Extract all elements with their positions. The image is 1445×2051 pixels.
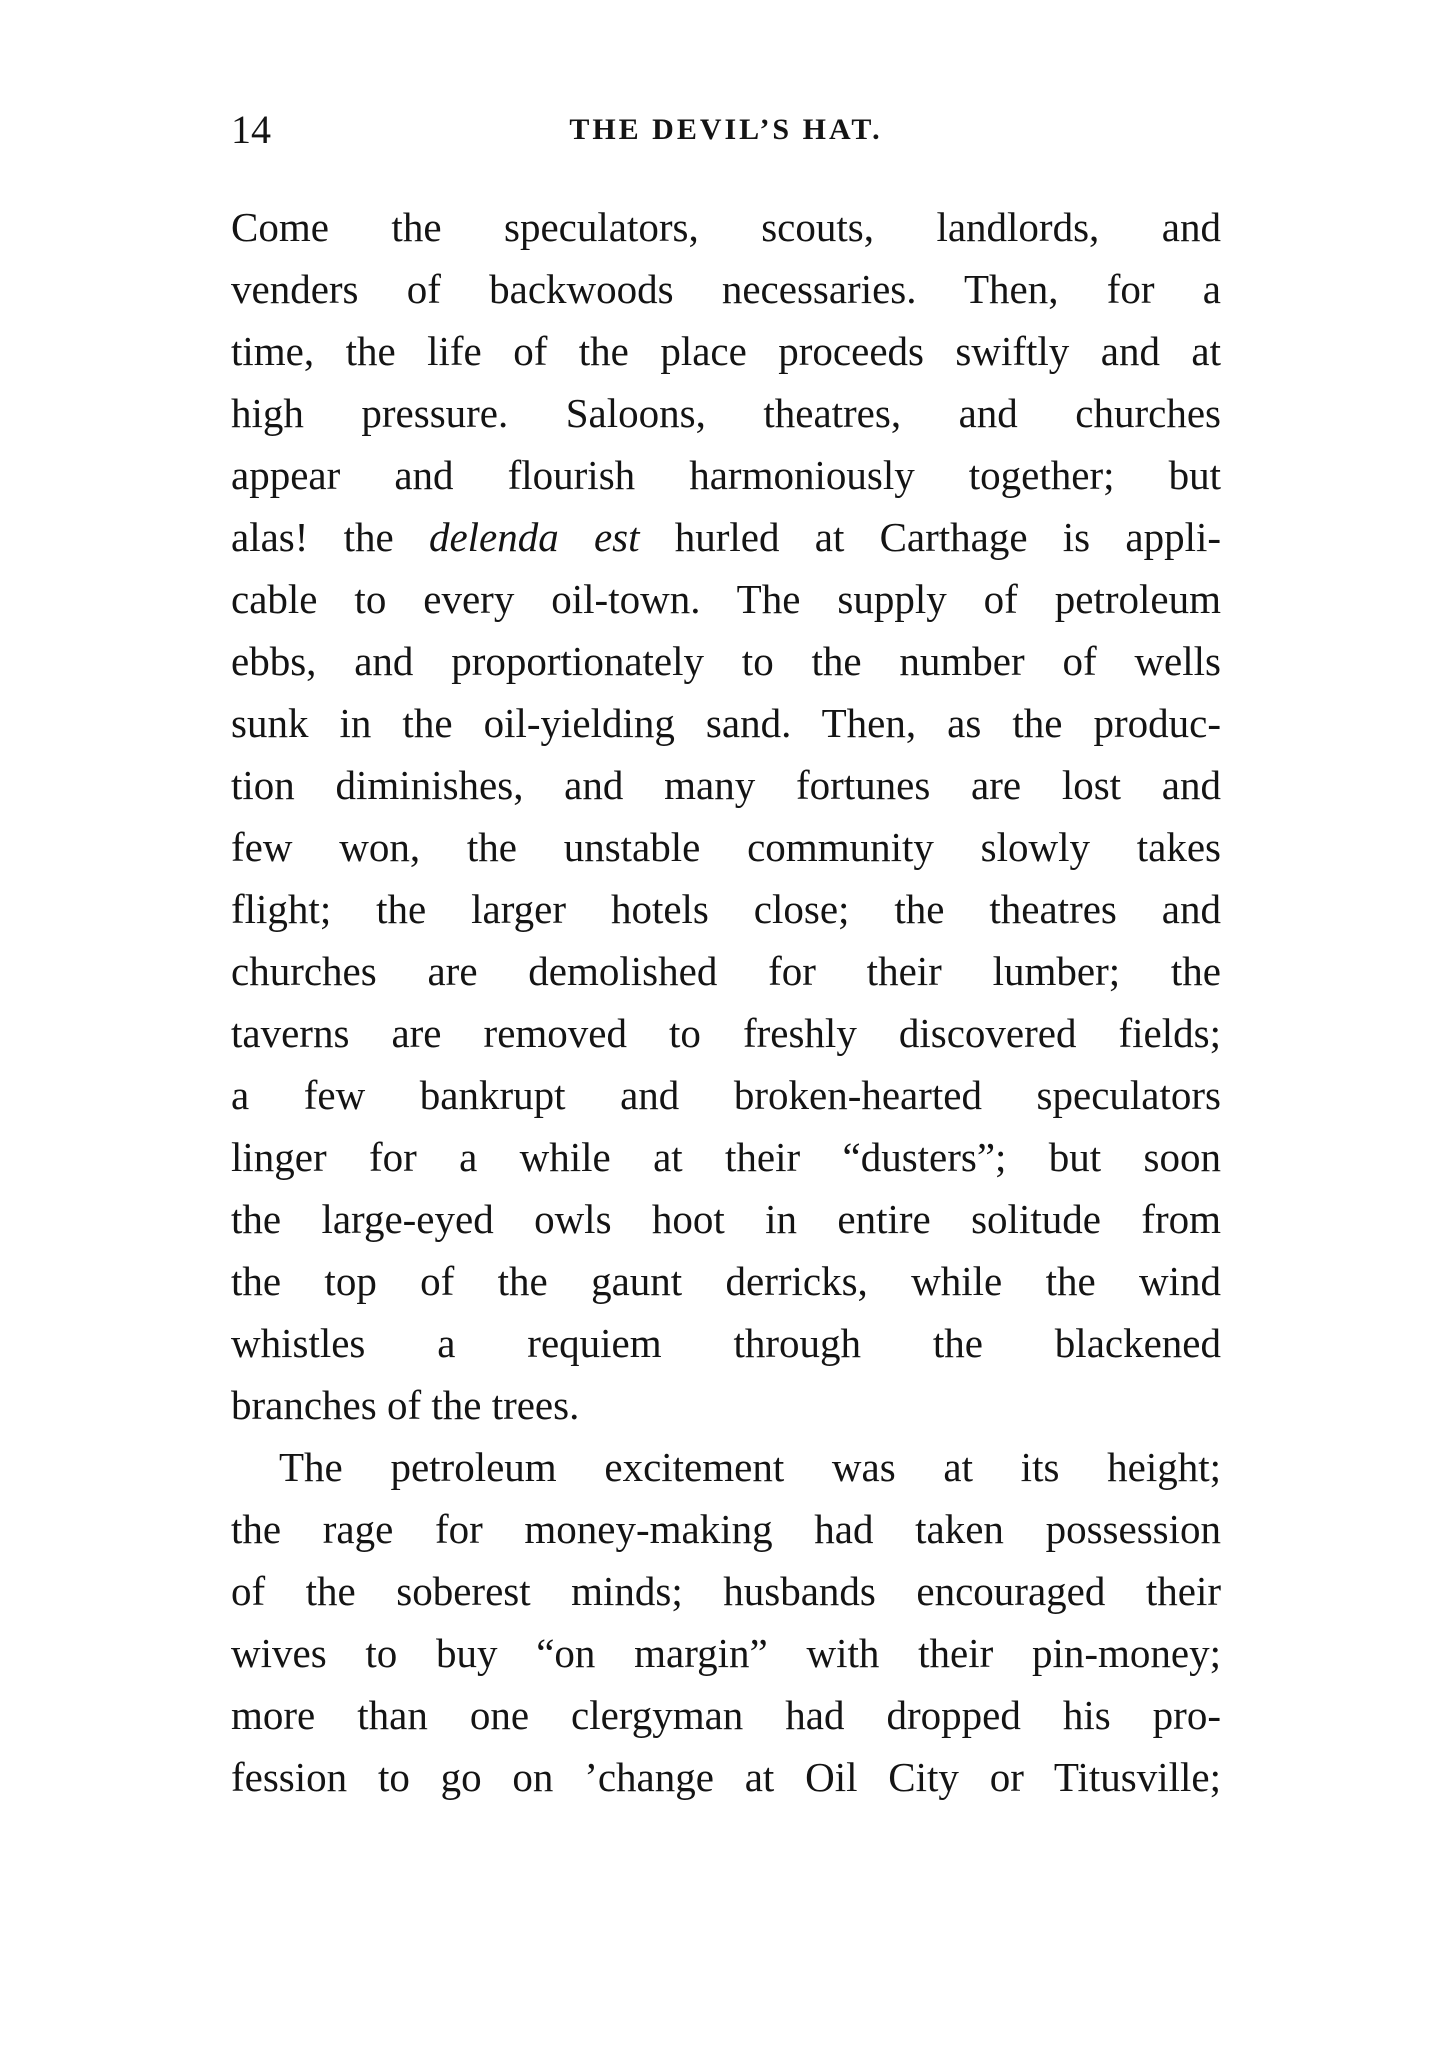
page-number: 14 <box>231 107 271 152</box>
text-line: high pressure. Saloons, theatres, and churches <box>231 390 1221 436</box>
text-line: ebbs, and proportionately to the number of wells <box>231 638 1221 684</box>
text-line: whistles a requiem through the blackened <box>231 1320 1221 1366</box>
text-line: tion diminishes, and many fortunes are lost and <box>231 762 1221 808</box>
text-run: hurled at Carthage is appli- <box>639 514 1221 560</box>
text-line: the top of the gaunt derricks, while the wind <box>231 1258 1221 1304</box>
text-line: churches are demolished for their lumber; the <box>231 948 1221 994</box>
text-line: taverns are removed to freshly discovered fields; <box>231 1010 1221 1056</box>
text-run: alas! the <box>231 514 429 560</box>
text-line: more than one clergyman had dropped his pro- <box>231 1692 1221 1738</box>
text-line: the large-eyed owls hoot in entire solitude from <box>231 1196 1221 1242</box>
paragraph-2 <box>231 1436 1221 1808</box>
text-line: linger for a while at their “dusters”; but soon <box>231 1134 1221 1180</box>
text-line: venders of backwoods necessaries. Then, for a <box>231 266 1221 312</box>
body-text <box>231 196 1221 1808</box>
text-line <box>231 506 1221 568</box>
text-line: wives to buy “on margin” with their pin-money; <box>231 1630 1221 1676</box>
text-line: appear and flourish harmoniously together; but <box>231 452 1221 498</box>
text-line: sunk in the oil-yielding sand. Then, as the produc- <box>231 700 1221 746</box>
text-line: Come the speculators, scouts, landlords, and <box>231 204 1221 250</box>
paragraph-1 <box>231 196 1221 1436</box>
text-line: time, the life of the place proceeds swiftly and at <box>231 328 1221 374</box>
text-line: the rage for money-making had taken possession <box>231 1506 1221 1552</box>
text-line: cable to every oil-town. The supply of petroleum <box>231 576 1221 622</box>
text-line: fession to go on ’change at Oil City or Titusville; <box>231 1754 1221 1800</box>
page-header <box>231 100 1221 160</box>
text-line: a few bankrupt and broken-hearted speculators <box>231 1072 1221 1118</box>
text-line: branches of the trees. <box>231 1382 580 1428</box>
running-title: THE DEVIL’S HAT. <box>569 113 883 146</box>
text-line: flight; the larger hotels close; the theatres and <box>231 886 1221 932</box>
text-line: of the soberest minds; husbands encouraged their <box>231 1568 1221 1614</box>
text-line: The petroleum excitement was at its height; <box>279 1444 1221 1490</box>
italic-phrase: delenda est <box>428 514 640 560</box>
text-line: few won, the unstable community slowly takes <box>231 824 1221 870</box>
